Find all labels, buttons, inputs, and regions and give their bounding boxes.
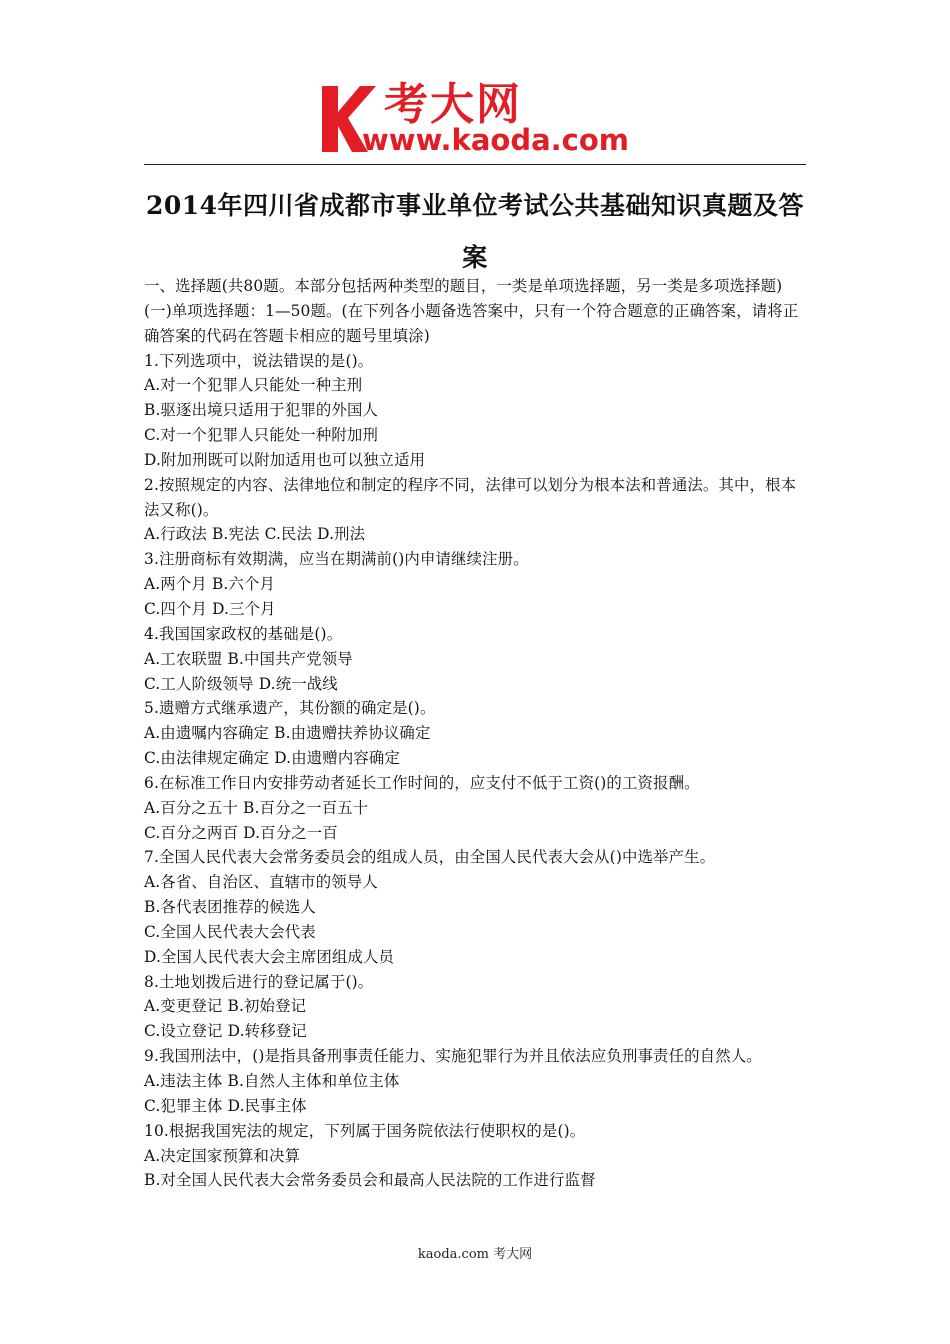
option-line: A.变更登记 B.初始登记 [144,997,307,1016]
page-footer[interactable]: kaoda.com 考大网 [417,1247,533,1262]
option-line: A.由遗嘱内容确定 B.由遗赠扶养协议确定 [144,724,431,743]
question-1: 1.下列选项中，说法错误的是()。 [144,351,374,370]
site-logo[interactable] [318,80,638,158]
option-line: A.对一个犯罪人只能处一种主刑 [144,376,363,395]
question-5: 5.遗赠方式继承遗产，其份额的确定是()。 [144,699,436,718]
header-divider [144,164,806,165]
question-10: 10.根据我国宪法的规定，下列属于国务院依法行使职权的是()。 [144,1121,586,1140]
question-4: 4.我国国家政权的基础是()。 [144,624,343,643]
question-8: 8.土地划拨后进行的登记属于()。 [144,972,374,991]
question-9: 9.我国刑法中，()是指具备刑事责任能力、实施犯罪行为并且依法应负刑事责任的自然人。 [144,1047,762,1066]
section-heading: 一、选择题(共80题。本部分包括两种类型的题目，一类是单项选择题，另一类是多项选择题) [144,277,783,295]
option-line: A.各省、自治区、直辖市的领导人 [144,873,378,892]
document-title: 2014年四川省成都市事业单位考试公共基础知识真题及答案 [145,191,805,272]
option-line: A.行政法 B.宪法 C.民法 D.刑法 [144,525,366,544]
question-6: 6.在标准工作日内安排劳动者延长工作时间的，应支付不低于工资()的工资报酬。 [144,773,700,792]
question-2: 2.按照规定的内容、法律地位和制定的程序不同，法律可以划分为根本法和普通法。其中，根本法又称()。 [144,475,797,519]
logo-url-text: www.kaoda.com [362,123,629,157]
option-line: D.附加刑既可以附加适用也可以独立适用 [144,450,426,469]
option-line: B.各代表团推荐的候选人 [144,898,316,917]
option-line: C.犯罪主体 D.民事主体 [144,1096,307,1115]
option-line: A.决定国家预算和决算 [144,1146,301,1165]
option-line: A.工农联盟 B.中国共产党领导 [144,649,353,668]
option-line: C.全国人民代表大会代表 [144,922,316,941]
option-line: C.百分之两百 D.百分之一百 [144,823,338,842]
option-line: D.全国人民代表大会主席团组成人员 [144,947,395,966]
logo-chinese-text: 考大网 [384,79,522,130]
option-line: B.对全国人民代表大会常务委员会和最高人民法院的工作进行监督 [144,1171,596,1190]
option-line: A.两个月 B.六个月 [144,575,276,594]
option-line: A.违法主体 B.自然人主体和单位主体 [144,1072,400,1090]
section-instruction: (一)单项选择题：1—50题。(在下列各小题备选答案中，只有一个符合题意的正确答案，请将正确答案的代码在答题卡相应的题号里填涂) [144,301,799,345]
option-line: C.四个月 D.三个月 [144,599,276,618]
question-7: 7.全国人民代表大会常务委员会的组成人员，由全国人民代表大会从()中选举产生。 [144,848,716,867]
document-body [144,274,808,1193]
question-3: 3.注册商标有效期满，应当在期满前()内申请继续注册。 [144,550,529,569]
option-line: C.设立登记 D.转移登记 [144,1022,307,1041]
option-line: B.驱逐出境只适用于犯罪的外国人 [144,401,379,420]
option-line: C.由法律规定确定 D.由遗赠内容确定 [144,749,401,768]
option-line: C.对一个犯罪人只能处一种附加刑 [144,426,378,445]
option-line: A.百分之五十 B.百分之一百五十 [144,798,369,817]
option-line: C.工人阶级领导 D.统一战线 [144,674,338,693]
